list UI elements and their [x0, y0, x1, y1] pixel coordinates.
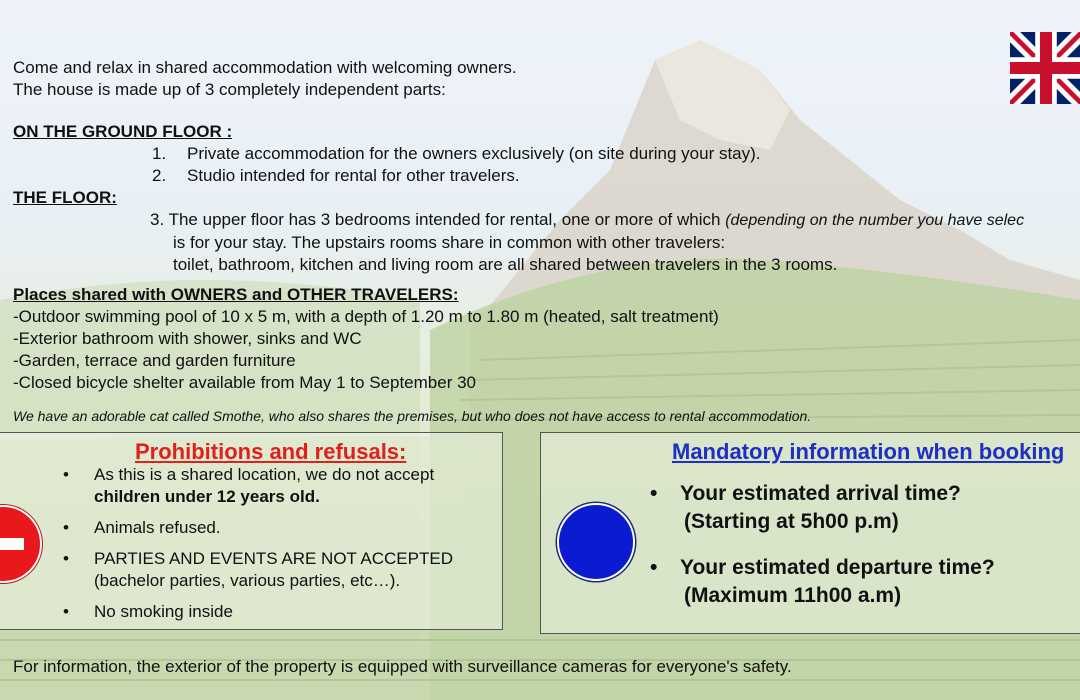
list-text: Studio intended for rental for other travelers.: [187, 166, 520, 185]
prohibition-text: Animals refused.: [94, 518, 221, 537]
floor-item3-lead: 3. The upper floor has 3 bedrooms intended for rental, one or more of which: [150, 210, 726, 229]
list-item: [648, 554, 995, 610]
list-item: [152, 143, 761, 165]
prohibition-text: No smoking inside: [94, 602, 233, 621]
list-text: Private accommodation for the owners exclusively (on site during your stay).: [187, 144, 761, 163]
footer-note: For information, the exterior of the property is equipped with surveillance cameras for everyone's safety.: [13, 657, 792, 676]
prohibitions-title: Prohibitions and refusals:: [135, 439, 407, 464]
mandatory-text: (Maximum 11h00 a.m): [684, 584, 902, 607]
prohibition-text: (bachelor parties, various parties, etc…).: [94, 571, 401, 590]
floor-item3-line3: toilet, bathroom, kitchen and living room are all shared between travelers in the 3 rooms.: [173, 255, 838, 274]
floor-item3-italic: (depending on the number you have selec: [725, 212, 1025, 229]
mandatory-list: [648, 480, 995, 628]
bullet: •: [63, 465, 69, 484]
bullet: •: [63, 602, 69, 621]
blue-disc-icon: [557, 503, 635, 581]
list-item: [152, 165, 761, 187]
list-number: 2.: [152, 166, 167, 185]
shared-places-heading: Places shared with OWNERS and OTHER TRAVELERS:: [13, 285, 459, 304]
bullet: •: [63, 518, 69, 537]
list-item: -Exterior bathroom with shower, sinks and WC: [13, 329, 362, 348]
intro-line: Come and relax in shared accommodation with welcoming owners.: [13, 58, 517, 77]
list-item: [60, 601, 453, 623]
ground-floor-heading: ON THE GROUND FLOOR :: [13, 122, 233, 141]
list-number: 1.: [152, 144, 167, 163]
prohibition-text-bold: children under 12 years old.: [94, 487, 320, 506]
list-item: -Closed bicycle shelter available from May 1 to September 30: [13, 373, 476, 392]
mandatory-text: (Starting at 5h00 p.m): [684, 510, 899, 533]
bullet: •: [650, 556, 658, 579]
intro-text: [13, 57, 517, 101]
floor-heading: THE FLOOR:: [13, 188, 117, 207]
uk-flag-icon[interactable]: [1010, 32, 1080, 104]
prohibition-text: PARTIES AND EVENTS ARE NOT ACCEPTED: [94, 549, 453, 568]
shared-places-section: [13, 284, 719, 394]
intro-line: The house is made up of 3 completely independent parts:: [13, 80, 446, 99]
mandatory-title: Mandatory information when booking: [672, 439, 1065, 464]
list-item: [60, 517, 453, 539]
floor-description: [150, 209, 1024, 276]
prohibitions-list: [60, 464, 453, 632]
list-item: [60, 548, 453, 592]
floor-item3-line2: is for your stay. The upstairs rooms share in common with other travelers:: [173, 233, 726, 252]
list-item: -Garden, terrace and garden furniture: [13, 351, 296, 370]
cat-note: We have an adorable cat called Smothe, who also shares the premises, but who does not have access to rental accommodation.: [13, 408, 812, 424]
prohibition-text: As this is a shared location, we do not accept: [94, 465, 435, 484]
list-item: [648, 480, 995, 536]
bullet: •: [650, 482, 658, 505]
mandatory-text: Your estimated arrival time?: [680, 482, 961, 505]
list-item: [60, 464, 453, 508]
mandatory-text: Your estimated departure time?: [680, 556, 995, 579]
bullet: •: [63, 549, 69, 568]
ground-floor-list: [152, 143, 761, 187]
list-item: -Outdoor swimming pool of 10 x 5 m, with a depth of 1.20 m to 1.80 m (heated, salt treatment): [13, 307, 719, 326]
